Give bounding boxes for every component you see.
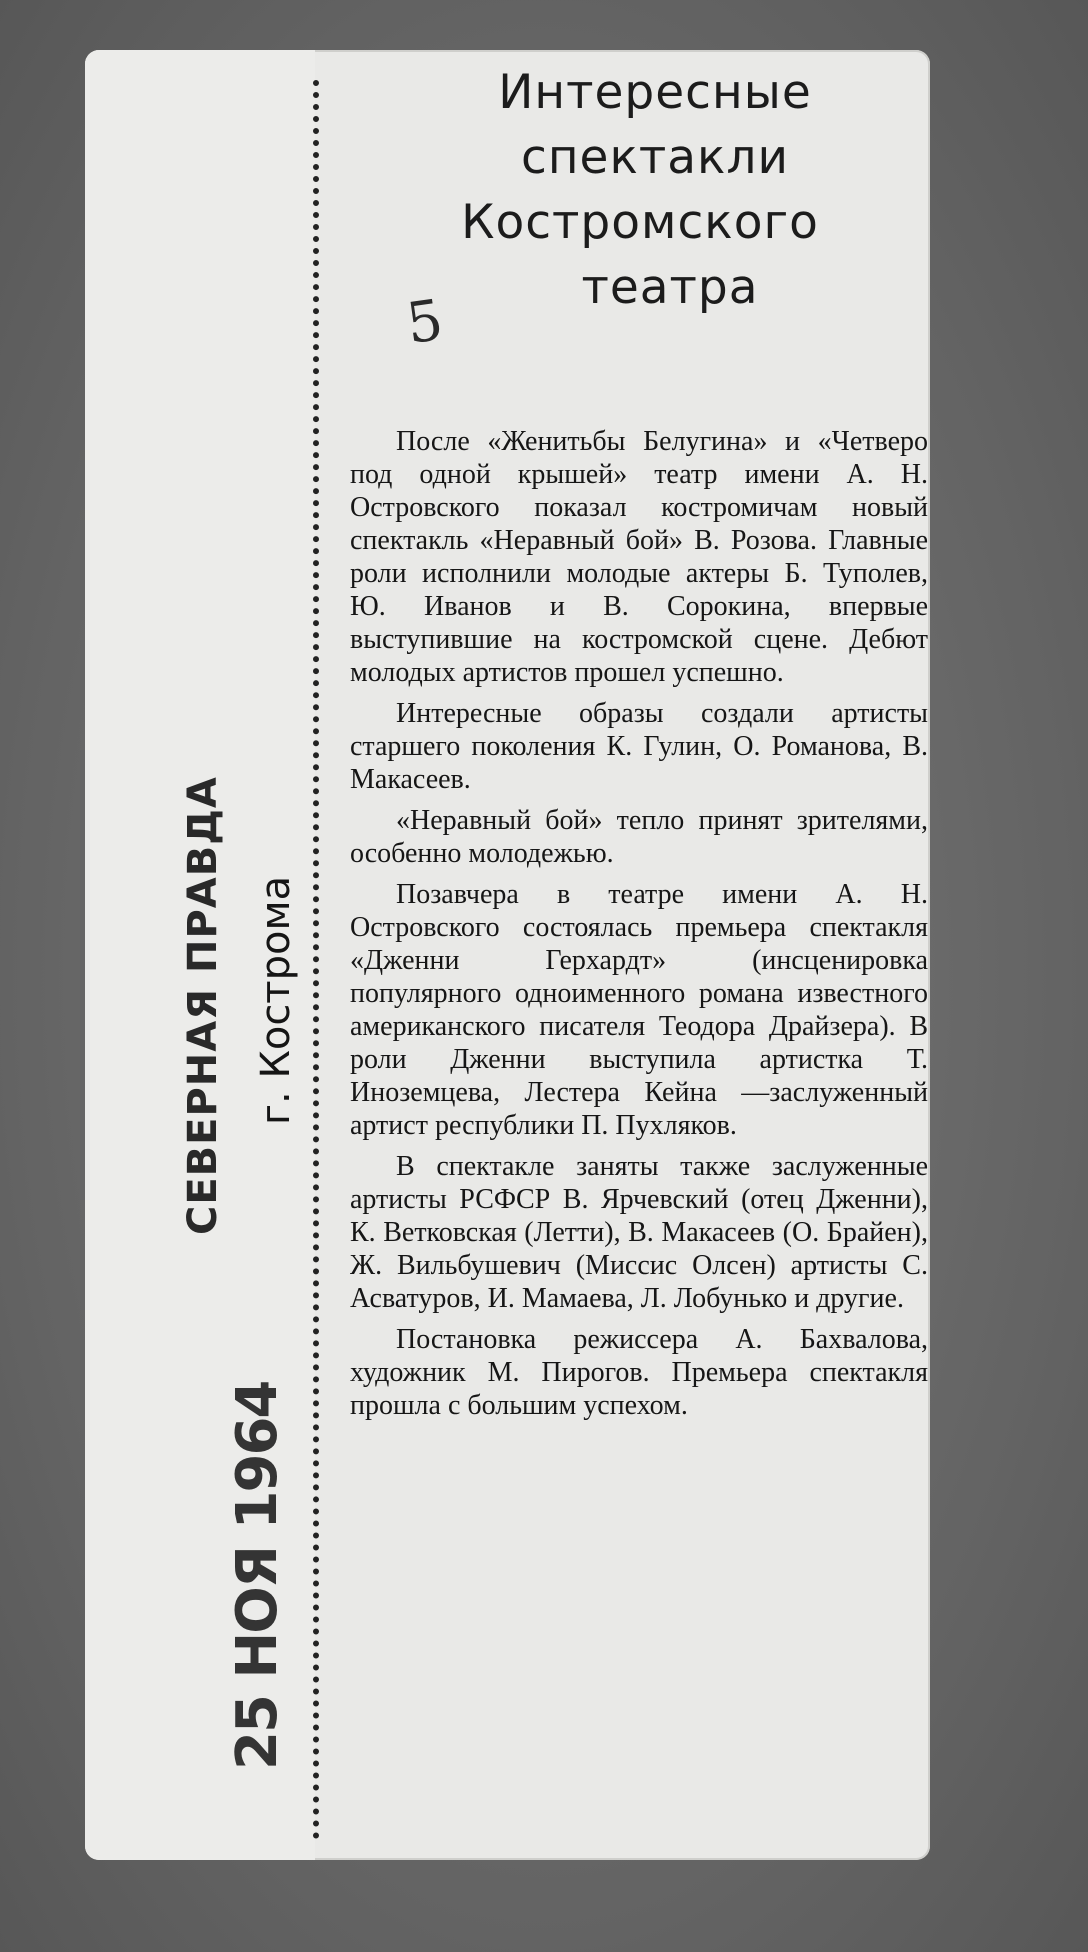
paragraph: В спектакле заняты также заслуженные артисты РСФСР В. Ярчевский (отец Дженни), К. Ветковская (Летти), В. Макасеев (О. Брайен), Ж. Вильбушевич (Миссис Олсен) артисты С. Асватуров, И. Мамаева, Л. Лобунько и другие. (350, 1151, 928, 1314)
headline-line-3: Костромского (461, 195, 819, 250)
headline-line-1: Интересные (498, 65, 812, 120)
handwritten-number: 5 (402, 287, 447, 358)
headline (335, 60, 915, 320)
date-stamp: 25 НОЯ 1964 (225, 1381, 290, 1770)
paragraph: Интересные образы создали артисты старшего поколения К. Гулин, О. Романова, В. Макасеев. (350, 698, 928, 795)
paragraph: Позавчера в театре имени А. Н. Островского состоялась премьера спектакля «Дженни Герхардт» (инсценировка популярного одноименного романа известного американского писателя Теодора Драйзера). В роли Дженни выступила артистка Т. Иноземцева, Лестера Кейна —заслуженный артист республики П. Пухляков. (350, 879, 928, 1141)
headline-line-2: спектакли (520, 130, 790, 185)
article-body (350, 425, 928, 1430)
paragraph: После «Женитьбы Белугина» и «Четверо под одной крышей» театр имени А. Н. Островского показал костромичам новый спектакль «Неравный бой» В. Розова. Главные роли исполнили молодые актеры Б. Туполев, Ю. Иванов и В. Сорокина, впервые выступившие на костромской сцене. Дебют молодых артистов прошел успешно. (350, 426, 928, 688)
perforated-edge (313, 80, 319, 1840)
newspaper-clipping (85, 50, 930, 1860)
paragraph: «Неравный бой» тепло принят зрителями, особенно молодежью. (350, 805, 928, 869)
paragraph: Постановка режиссера А. Бахвалова, художник М. Пирогов. Премьера спектакля прошла с большим успехом. (350, 1324, 928, 1421)
article (335, 50, 928, 1860)
newspaper-name-stamp: СЕВЕРНАЯ ПРАВДА (180, 776, 226, 1235)
headline-line-4: театра (581, 260, 759, 315)
stamp-margin (85, 50, 315, 1860)
city-stamp: г. Кострома (253, 875, 299, 1125)
